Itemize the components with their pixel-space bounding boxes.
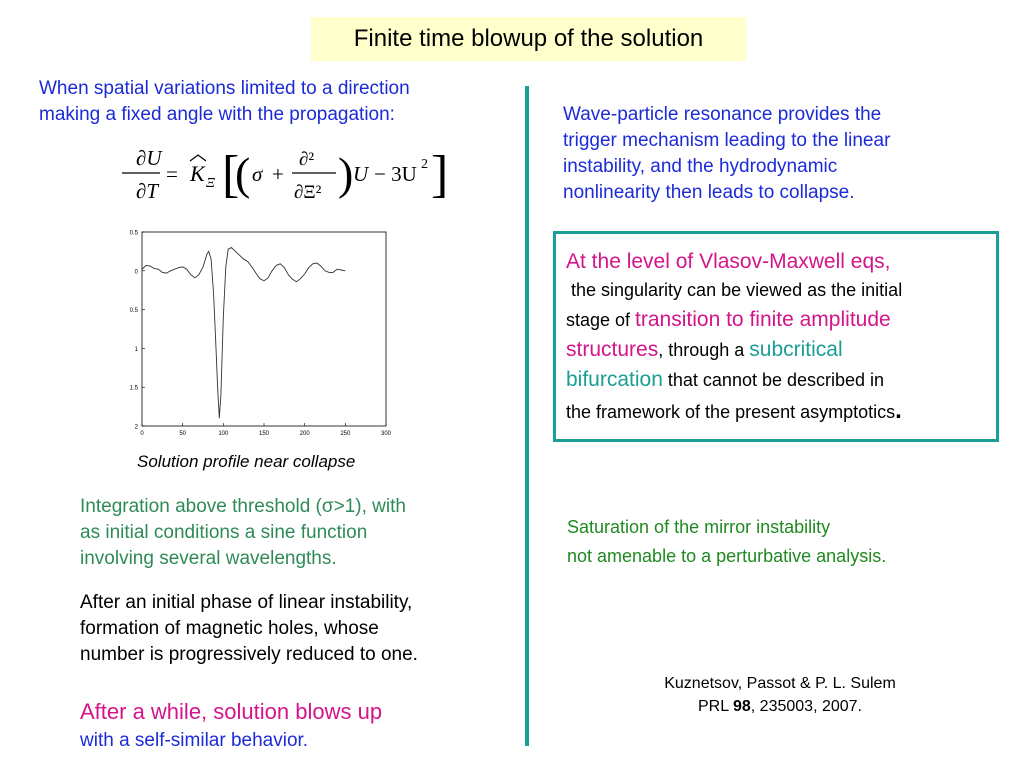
eq-d2-denominator: ∂Ξ² — [294, 182, 322, 203]
vlasov-maxwell-box — [553, 231, 999, 442]
wave-particle-text — [563, 102, 890, 206]
eq-bracket-open: [ — [222, 146, 240, 203]
saturation-line: not amenable to a perturbative analysis. — [567, 546, 887, 566]
eq-power: 2 — [421, 157, 428, 172]
box-bifurcation: bifurcation — [566, 368, 663, 391]
integration-line: as initial conditions a sine function — [80, 522, 368, 543]
eq-bracket-close: ] — [431, 146, 448, 203]
box-line-1: At the level of Vlasov-Maxwell eqs, — [566, 250, 891, 273]
self-similar-text: with a self-similar behavior. — [80, 730, 309, 751]
y-tick-label: 2 — [134, 424, 138, 431]
blows-up-text: After a while, solution blows up — [80, 699, 383, 724]
initial-phase-line: After an initial phase of linear instability, — [80, 592, 413, 613]
wave-particle-line: instability, and the hydrodynamic — [563, 156, 838, 177]
integration-line: Integration above threshold (σ>1), with — [80, 496, 406, 517]
eq-d2-numerator: ∂² — [299, 149, 315, 170]
x-tick-label: 200 — [299, 431, 310, 437]
column-divider — [525, 86, 529, 746]
reference-authors: Kuznetsov, Passot & P. L. Sulem — [664, 675, 896, 692]
box-line-6 — [566, 395, 986, 428]
box-stage-of: stage of — [566, 310, 636, 330]
eq-paren-open: ( — [235, 148, 251, 199]
equation — [118, 140, 448, 210]
reference-pages-year: , 235003, 2007. — [750, 698, 862, 715]
y-tick-label: 0 — [134, 269, 138, 276]
box-cannot: that cannot be described in — [662, 370, 885, 390]
plot-caption: Solution profile near collapse — [137, 452, 356, 471]
intro-text — [39, 76, 410, 128]
saturation-line: Saturation of the mirror instability — [567, 517, 831, 537]
x-tick-label: 150 — [258, 431, 270, 437]
solution-profile-plot — [118, 222, 398, 438]
box-subcritical: subcritical — [749, 338, 843, 361]
eq-paren-close: ) — [338, 148, 354, 199]
initial-phase-text — [80, 590, 418, 668]
y-tick-label: 0.5 — [129, 230, 138, 237]
box-period: . — [895, 397, 902, 424]
x-tick-label: 0 — [140, 431, 144, 437]
x-tick-label: 50 — [179, 431, 187, 437]
eq-equals: = — [166, 162, 178, 186]
box-structures: structures — [566, 338, 659, 361]
reference-volume: 98 — [732, 698, 751, 715]
wave-particle-line: trigger mechanism leading to the linear — [563, 130, 891, 151]
saturation-text — [567, 513, 886, 571]
y-tick-label: 1 — [134, 346, 138, 353]
initial-phase-line: formation of magnetic holes, whose — [80, 618, 379, 639]
box-transition: transition to finite amplitude — [635, 308, 891, 331]
eq-lhs-numerator: ∂U — [136, 146, 162, 170]
solution-curve — [142, 248, 345, 419]
box-line-5 — [566, 365, 986, 395]
eq-sigma: σ — [252, 162, 263, 186]
box-line-3 — [566, 305, 986, 335]
intro-line: When spatial variations limited to a direction — [39, 78, 410, 99]
x-tick-label: 100 — [218, 431, 229, 437]
eq-lhs-denominator: ∂T — [136, 179, 159, 203]
y-tick-label: 1.5 — [129, 385, 138, 392]
reference — [580, 672, 980, 718]
eq-u: U — [353, 162, 369, 186]
box-line-4 — [566, 335, 986, 365]
wave-particle-line: Wave-particle resonance provides the — [563, 104, 882, 125]
initial-phase-line: number is progressively reduced to one. — [80, 644, 418, 665]
box-through: , through a — [658, 340, 750, 360]
reference-journal-name: PRL — [698, 698, 733, 715]
integration-line: involving several wavelengths. — [80, 548, 337, 569]
y-tick-label: 0.5 — [129, 308, 138, 315]
intro-line: making a fixed angle with the propagation: — [39, 104, 395, 125]
reference-journal — [580, 695, 980, 718]
box-line-2: the singularity can be viewed as the initial — [566, 280, 903, 300]
box-framework: the framework of the present asymptotics — [566, 402, 896, 422]
plot-frame — [142, 232, 386, 426]
eq-minus-3u: − 3U — [374, 162, 417, 186]
slide-title: Finite time blowup of the solution — [311, 17, 746, 61]
wave-particle-line: nonlinearity then leads to collapse. — [563, 182, 855, 203]
x-tick-label: 300 — [380, 431, 392, 437]
eq-k-subscript: Ξ — [206, 176, 215, 191]
eq-k: K — [190, 161, 205, 186]
eq-plus: + — [272, 162, 284, 186]
integration-text — [80, 494, 406, 572]
x-tick-label: 250 — [340, 431, 351, 437]
